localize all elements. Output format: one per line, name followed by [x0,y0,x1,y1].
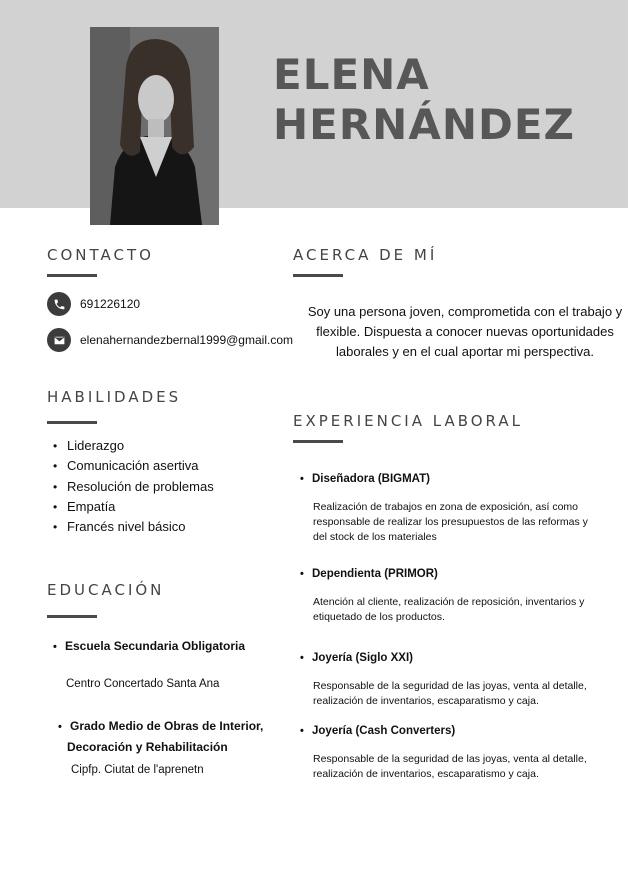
education-item [53,639,245,653]
skill-item: • Empatía [50,497,214,517]
education-item [58,716,263,757]
education-school: Centro Concertado Santa Ana [66,678,220,690]
experience-title: EXPERIENCIA LABORAL [293,412,523,430]
job-description: Responsable de la seguridad de las joyas, venta al detalle, realización de inventarios, escaparatismo y caja. [313,680,587,707]
contact-title: CONTACTO [47,246,154,264]
mail-icon [47,328,71,352]
skills-list [50,436,214,537]
about-title: ACERCA DE MÍ [293,246,438,264]
bullet: • [53,641,57,653]
skill-item: • Comunicación asertiva [50,456,214,476]
skill-item: • Liderazgo [50,436,214,456]
job-description: Realización de trabajos en zona de exposición, así como responsable de realizar los presupuestos de las reformas y del stock de los materiales [313,501,588,543]
bullet: • [300,568,304,580]
job-title-text: Joyería (Siglo XXI) [312,652,413,664]
education-degree-line2: Decoración y Rehabilitación [67,740,228,754]
about-rule [293,274,343,277]
job-title [300,725,455,737]
education-title: EDUCACIÓN [47,581,165,599]
job-title-text: Dependienta (PRIMOR) [312,568,438,580]
phone-number: 691226120 [80,297,141,311]
job-title-text: Diseñadora (BIGMAT) [312,473,430,485]
skill-item: • Resolución de problemas [50,477,214,497]
about-text: Soy una persona joven, comprometida con el trabajo y flexible. Dispuesta a conocer nuevas oportunidades laborales y en el cual aportar mi perspectiva. [307,304,623,359]
job-title [300,652,413,664]
job-description: Atención al cliente, realización de reposición, inventarios y etiquetado de los productos. [313,596,585,623]
job-title [300,473,430,485]
bullet: • [58,721,62,733]
last-name: HERNÁNDEZ [273,100,575,149]
first-name: ELENA [273,50,430,99]
phone-icon [47,292,71,316]
email-address[interactable]: elenahernandezbernal1999@gmail.com [80,333,293,347]
full-name [273,50,575,150]
skill-item: • Francés nivel básico [50,517,214,537]
job-title-text: Joyería (Cash Converters) [312,725,456,737]
job-description: Responsable de la seguridad de las joyas, venta al detalle, realización de inventarios, escaparatismo y caja. [313,753,587,780]
bullet: • [300,725,304,737]
profile-photo [90,27,219,225]
phone-row [47,292,140,316]
education-degree-line1: Grado Medio de Obras de Interior, [70,719,264,733]
contact-rule [47,274,97,277]
job-title [300,568,438,580]
bullet: • [300,652,304,664]
education-school: Cipfp. Ciutat de l'aprenetn [71,764,204,776]
experience-rule [293,440,343,443]
skills-rule [47,421,97,424]
email-row [47,328,293,352]
education-rule [47,615,97,618]
skills-title: HABILIDADES [47,388,182,406]
bullet: • [300,473,304,485]
education-degree: Escuela Secundaria Obligatoria [65,639,246,653]
